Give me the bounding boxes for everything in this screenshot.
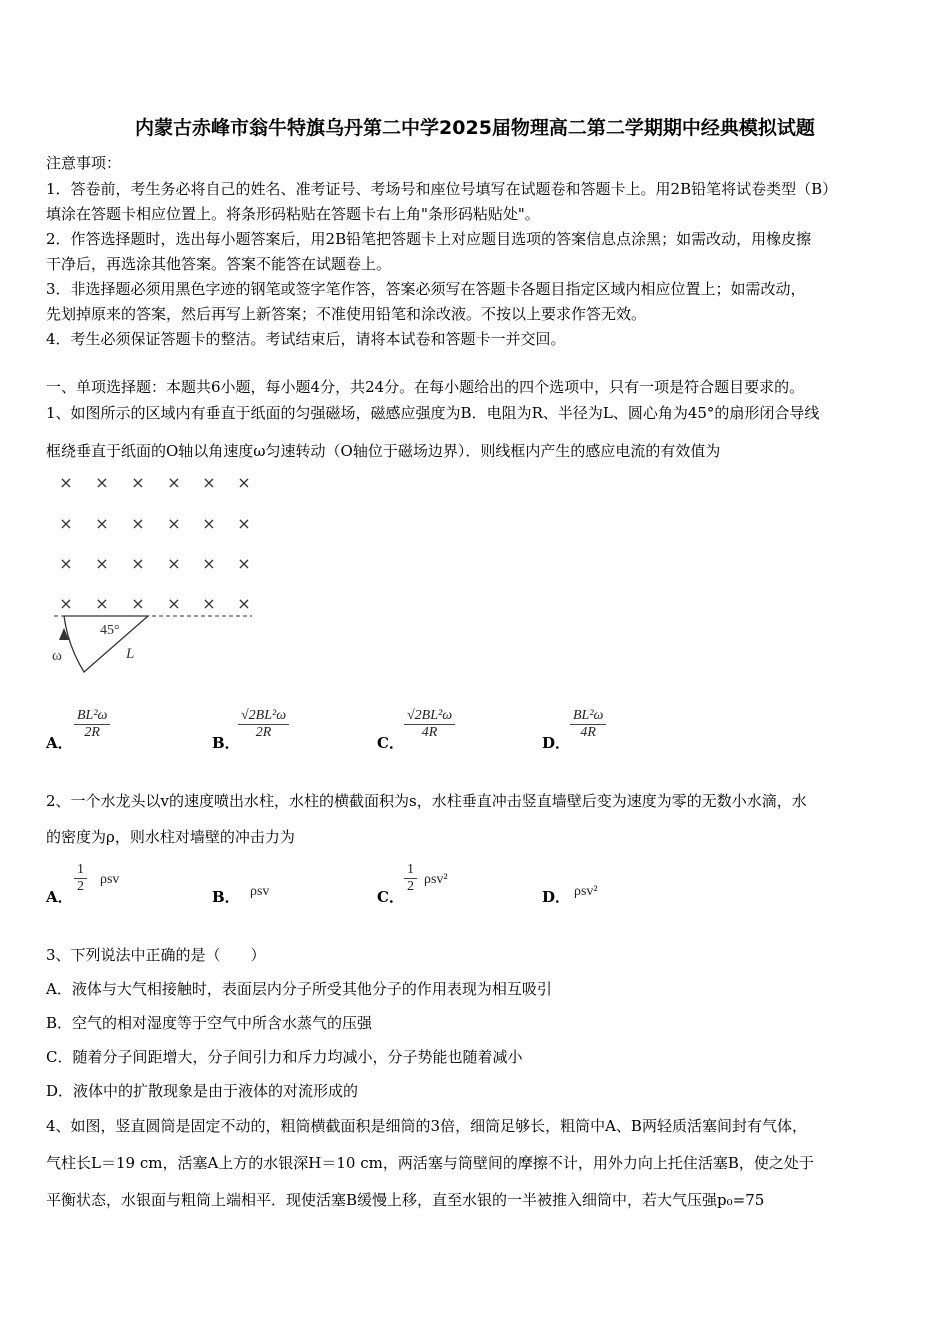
q2-option-c-coef — [404, 862, 417, 895]
q2-option-c-expr: ρsv² — [424, 872, 448, 887]
q2-option-a-expr: ρsv — [100, 872, 120, 887]
notice-line: 填涂在答题卡相应位置上。将条形码粘贴在答题卡右上角"条形码粘贴处"。 — [46, 205, 540, 223]
q1-option-c-formula — [404, 708, 455, 741]
notice-line: 3．非选择题必须用黑色字迹的钢笔或签字笔作答，答案必须写在答题卡各题目指定区域内相应位置上；如需改动， — [46, 280, 806, 298]
cross-mark: × — [237, 554, 251, 573]
cross-mark: × — [202, 554, 216, 573]
q4-stem-line1: 4、如图，竖直圆筒是固定不动的，粗筒横截面积是细筒的3倍，细筒足够长，粗筒中A、B两轻质活塞间封有气体， — [46, 1117, 807, 1135]
angle-label: 45° — [100, 623, 120, 638]
cross-mark: × — [95, 473, 109, 492]
cross-mark: × — [202, 473, 216, 492]
q3-option-b[interactable]: B．空气的相对湿度等于空气中所含水蒸气的压强 — [46, 1014, 373, 1032]
denominator: 2R — [74, 724, 110, 741]
q4-stem-line2: 气柱长L＝19 cm，活塞A上方的水银深H＝10 cm，两活塞与筒壁间的摩擦不计，用外力向上托住活塞B，使之处于 — [46, 1154, 814, 1172]
notice-heading: 注意事项： — [46, 154, 122, 172]
cross-mark: × — [131, 554, 145, 573]
notice-line: 2．作答选择题时，选出每小题答案后，用2B铅笔把答题卡上对应题目选项的答案信息点涂黑；如需改动，用橡皮擦 — [46, 230, 812, 248]
q3-option-d[interactable]: D．液体中的扩散现象是由于液体的对流形成的 — [46, 1082, 359, 1100]
numerator: 1 — [77, 862, 84, 877]
numerator: BL²ω — [573, 708, 604, 723]
cross-mark: × — [237, 473, 251, 492]
cross-mark: × — [167, 473, 181, 492]
cross-mark: × — [167, 554, 181, 573]
numerator: √2BL²ω — [241, 708, 287, 723]
page-title: 内蒙古赤峰市翁牛特旗乌丹第二中学2025届物理高二第二学期期中经典模拟试题 — [135, 117, 815, 139]
q2-option-d-expr: ρsv² — [574, 884, 598, 899]
cross-mark: × — [167, 514, 181, 533]
numerator: BL²ω — [77, 708, 108, 723]
q1-magnetic-field-figure — [46, 468, 276, 678]
q2-option-b-label[interactable]: B． — [212, 888, 240, 906]
q2-stem-line1: 2、一个水龙头以v的速度喷出水柱，水柱的横截面积为s，水柱垂直冲击竖直墙壁后变为速度为零的无数小水滴，水 — [46, 792, 807, 810]
notice-line: 先划掉原来的答案，然后再写上新答案；不准使用铅笔和涂改液。不按以上要求作答无效。 — [46, 305, 647, 323]
omega-label: ω — [52, 648, 62, 664]
cross-mark: × — [131, 514, 145, 533]
q2-option-d-label[interactable]: D． — [542, 888, 571, 906]
q4-stem-line3: 平衡状态，水银面与粗筒上端相平．现使活塞B缓慢上移，直至水银的一半被推入细筒中，若大气压强p₀=75 — [46, 1191, 765, 1209]
q3-option-a[interactable]: A．液体与大气相接触时，表面层内分子所受其他分子的作用表现为相互吸引 — [46, 980, 552, 998]
cross-mark: × — [95, 554, 109, 573]
cross-mark: × — [202, 594, 216, 613]
cross-mark: × — [202, 514, 216, 533]
denominator: 2 — [74, 878, 87, 895]
q1-option-a-label[interactable]: A． — [46, 734, 73, 752]
section-heading: 一、单项选择题：本题共6小题，每小题4分，共24分。在每小题给出的四个选项中，只有一项是符合题目要求的。 — [46, 378, 805, 396]
cross-mark: × — [95, 514, 109, 533]
denominator: 4R — [404, 724, 455, 741]
cross-mark: × — [167, 594, 181, 613]
q2-stem-line2: 的密度为ρ，则水柱对墙壁的冲击力为 — [46, 828, 295, 846]
cross-mark: × — [237, 514, 251, 533]
q1-option-c-label[interactable]: C． — [377, 734, 404, 752]
denominator: 2 — [404, 878, 417, 895]
q3-option-c[interactable]: C．随着分子间距增大，分子间引力和斥力均减小，分子势能也随着减小 — [46, 1048, 523, 1066]
q2-option-a-label[interactable]: A． — [46, 888, 73, 906]
notice-line: 干净后，再选涂其他答案。答案不能答在试题卷上。 — [46, 255, 392, 273]
q2-option-a-coef — [74, 862, 87, 895]
q1-option-b-label[interactable]: B． — [212, 734, 240, 752]
numerator: √2BL²ω — [407, 708, 453, 723]
q1-option-d-formula — [570, 708, 606, 741]
notice-line: 1．答卷前，考生务必将自己的姓名、准考证号、考场号和座位号填写在试题卷和答题卡上。用2B铅笔将试卷类型（B） — [46, 180, 838, 198]
denominator: 2R — [238, 724, 289, 741]
cross-mark: × — [131, 594, 145, 613]
cross-mark: × — [59, 473, 73, 492]
q2-option-b-expr: ρsv — [250, 884, 270, 899]
q1-stem-line1: 1、如图所示的区域内有垂直于纸面的匀强磁场，磁感应强度为B．电阻为R、半径为L、圆心角为45°的扇形闭合导线 — [46, 404, 820, 422]
denominator: 4R — [570, 724, 606, 741]
q1-stem-line2: 框绕垂直于纸面的O轴以角速度ω匀速转动（O轴位于磁场边界）．则线框内产生的感应电流的有效值为 — [46, 442, 721, 460]
q1-option-a-formula — [74, 708, 110, 741]
q1-option-b-formula — [238, 708, 289, 741]
radius-label: L — [126, 646, 135, 662]
cross-mark: × — [59, 514, 73, 533]
cross-mark: × — [59, 554, 73, 573]
q1-option-d-label[interactable]: D． — [542, 734, 571, 752]
cross-mark: × — [95, 594, 109, 613]
q2-option-c-label[interactable]: C． — [377, 888, 404, 906]
q3-stem: 3、下列说法中正确的是（ ） — [46, 946, 266, 964]
cross-mark: × — [59, 594, 73, 613]
cross-mark: × — [237, 594, 251, 613]
numerator: 1 — [407, 862, 414, 877]
notice-line: 4．考生必须保证答题卡的整洁。考试结束后，请将本试卷和答题卡一并交回。 — [46, 330, 566, 348]
cross-mark: × — [131, 473, 145, 492]
